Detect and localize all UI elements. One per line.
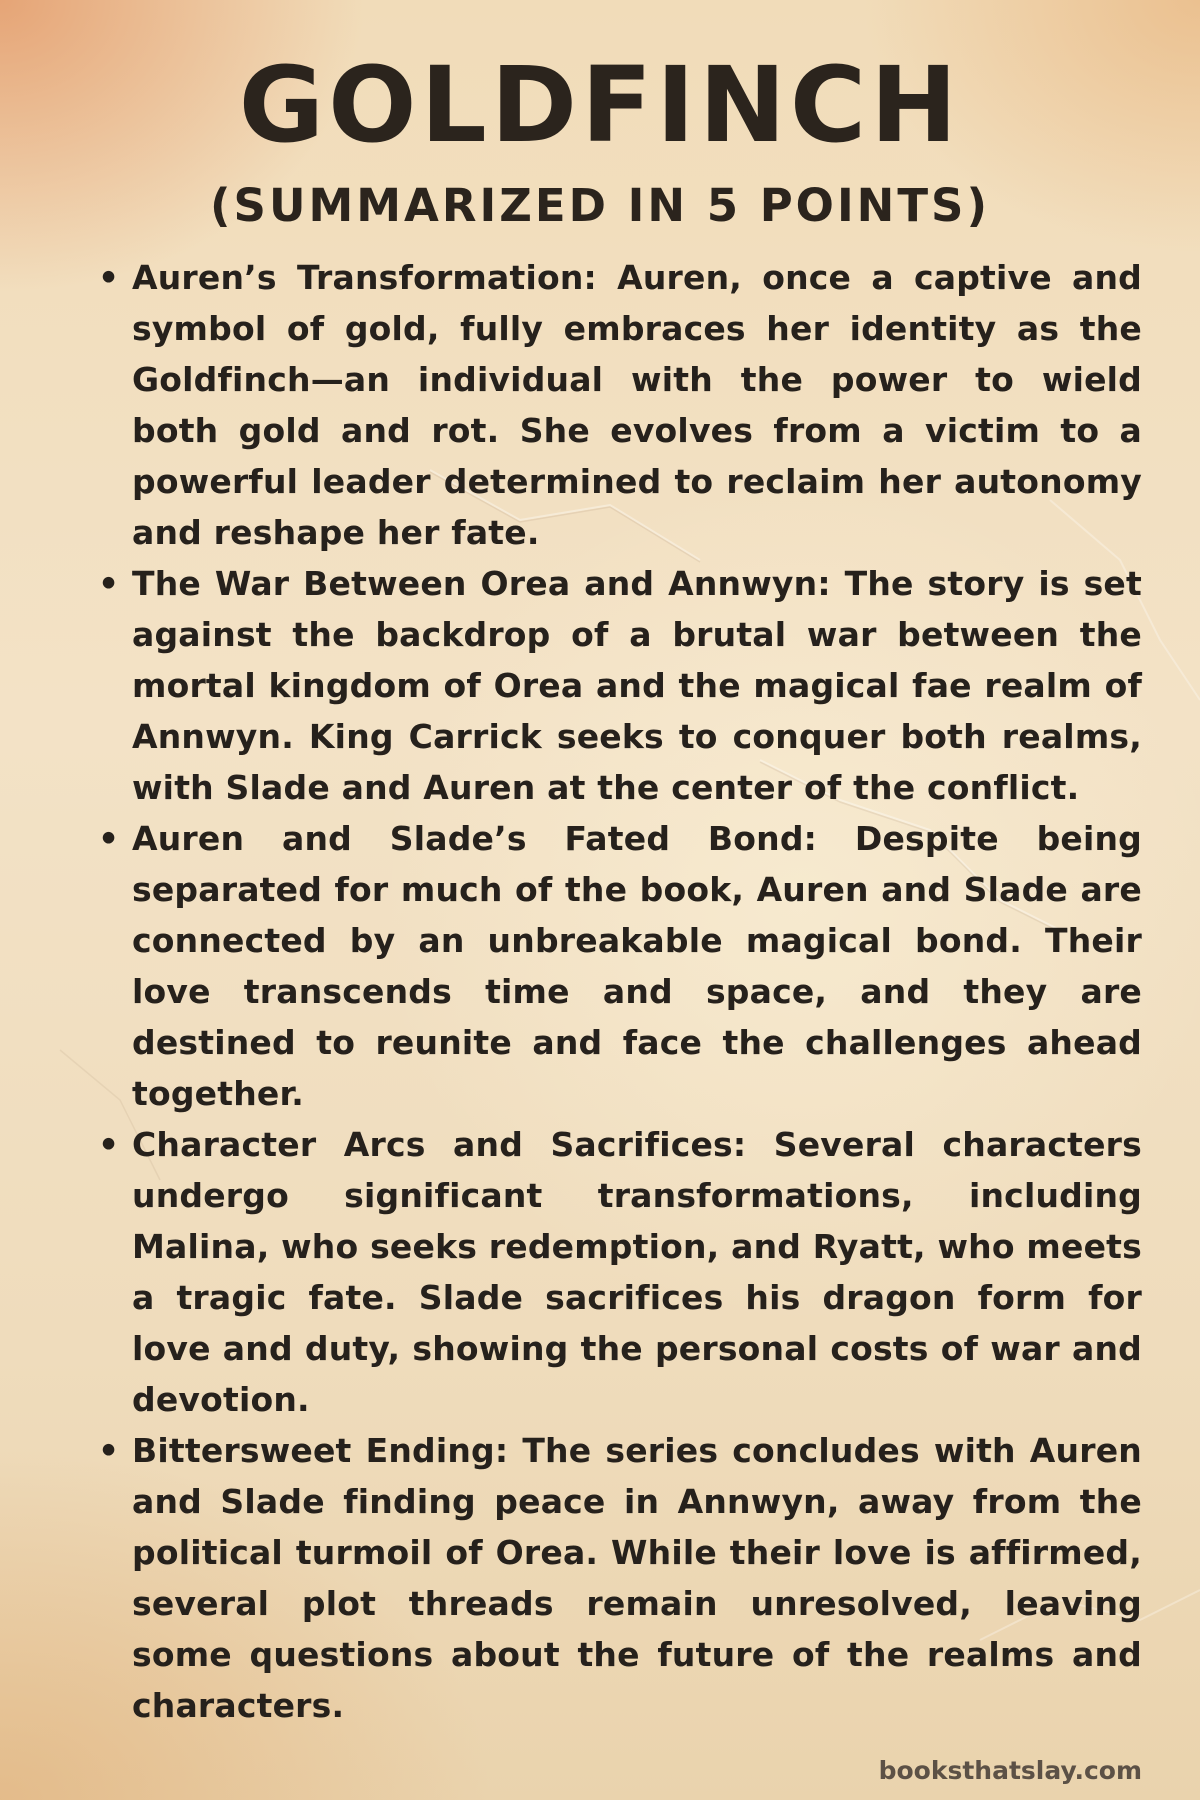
summary-point-text: The War Between Orea and Annwyn: The story is set against the backdrop of a brutal war between the mortal kingdom of Orea and the magical fae realm of Annwyn. King Carrick seeks to conquer both realms, with Slade and Auren at the center of the conflict. <box>132 564 1142 807</box>
bullet-icon: • <box>98 1125 120 1164</box>
summary-point-text: Auren and Slade’s Fated Bond: Despite being separated for much of the book, Auren and Slade are connected by an unbreakable magical bond. Their love transcends time and space, and they are destined to reunite and face the challenges ahead together. <box>132 819 1142 1113</box>
summary-point-text: Character Arcs and Sacrifices: Several characters undergo significant transformations, including Malina, who seeks redemption, and Ryatt, who meets a tragic fate. Slade sacrifices his dragon form for love and duty, showing the personal costs of war and devotion. <box>132 1125 1142 1419</box>
summary-point <box>92 252 1142 558</box>
summary-point-text: Bittersweet Ending: The series concludes with Auren and Slade finding peace in Annwyn, away from the political turmoil of Orea. While their love is affirmed, several plot threads remain unresolved, leaving some questions about the future of the realms and characters. <box>132 1431 1142 1725</box>
summary-point <box>92 813 1142 1119</box>
bullet-icon: • <box>98 819 120 858</box>
bullet-icon: • <box>98 564 120 603</box>
summary-point <box>92 1425 1142 1731</box>
bullet-icon: • <box>98 258 120 297</box>
summary-point-text: Auren’s Transformation: Auren, once a captive and symbol of gold, fully embraces her identity as the Goldfinch—an individual with the power to wield both gold and rot. She evolves from a victim to a powerful leader determined to reclaim her autonomy and reshape her fate. <box>132 258 1142 552</box>
page-title: GOLDFINCH <box>238 44 962 166</box>
page-subtitle: (SUMMARIZED IN 5 POINTS) <box>209 179 991 232</box>
website-watermark: booksthatslay.com <box>878 1756 1142 1785</box>
summary-point <box>92 558 1142 813</box>
summary-point <box>92 1119 1142 1425</box>
summary-points-list <box>92 252 1142 1731</box>
bullet-icon: • <box>98 1431 120 1470</box>
